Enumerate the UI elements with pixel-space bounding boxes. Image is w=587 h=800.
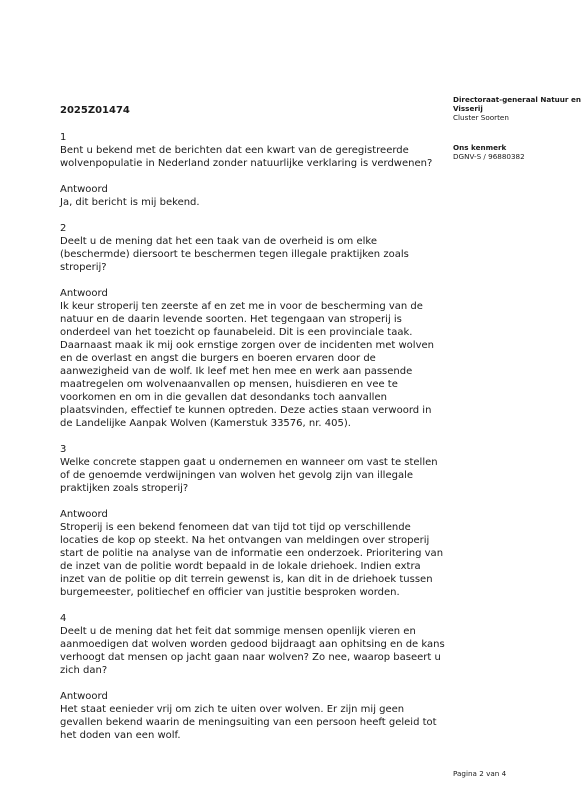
cluster-name: Cluster Soorten: [453, 113, 509, 122]
directorate-name: Directoraat-generaal Natuur en Visserij: [453, 95, 581, 113]
question-text: Welke concrete stappen gaat u ondernemen en wanneer om vast te stellen of de genoemde verdwijningen van wolven het gevolg zijn van illegale praktijken zoals stroperij?: [60, 457, 438, 494]
answer-text: Stroperij is een bekend fenomeen dat van tijd tot tijd op verschillende locaties de kop op steekt. Na het ontvangen van meldingen over stroperij start de politie na analyse van de informatie een onderzoek. Prioritering van de inzet van de politie wordt bepaald in de lokale driehoek. Indien extra inzet van de politie op dit terrein gewenst is, kan dit in de driehoek tussen burgemeester, politiechef en officier van justitie besproken worden.: [60, 522, 444, 598]
question-number: 1: [60, 132, 67, 143]
question-number: 2: [60, 223, 67, 234]
question-number: 4: [60, 613, 67, 624]
qa-item-3: [60, 443, 445, 599]
page-number: Pagina 2 van 4: [453, 769, 507, 778]
qa-item-1: [60, 131, 445, 209]
reference-value: DGNV-S / 96880382: [453, 152, 525, 161]
answer-label: Antwoord: [60, 691, 108, 702]
qa-item-2: [60, 222, 445, 430]
question-number: 3: [60, 444, 67, 455]
answer-label: Antwoord: [60, 509, 108, 520]
question-text: Bent u bekend met de berichten dat een kwart van de geregistreerde wolvenpopulatie in Nederland zonder natuurlijke verklaring is verdwenen?: [60, 145, 433, 169]
document-number: 2025Z01474: [60, 105, 130, 116]
question-text: Deelt u de mening dat het feit dat sommige mensen openlijk vieren en aanmoedigen dat wolven worden gedood bijdraagt aan ophitsing en de kans verhoogt dat mensen op jacht gaan naar wolven? Zo nee, waarop baseert u zich dan?: [60, 626, 445, 676]
answer-label: Antwoord: [60, 288, 108, 299]
reference-label: Ons kenmerk: [453, 143, 507, 152]
qa-item-4: [60, 612, 445, 742]
answer-text: Ik keur stroperij ten zeerste af en zet me in voor de bescherming van de natuur en de daarin levende soorten. Het tegengaan van stroperij is onderdeel van het toezicht op faunabeleid. Dit is een provinciale taak. Daarnaast maak ik mij ook ernstige zorgen over de incidenten met wolven en de overlast en angst die burgers en boeren ervaren door de aanwezigheid van de wolf. Ik leef met hen mee en werk aan passende maatregelen om wolvenaanvallen op mensen, huisdieren en vee te voorkomen en om in die gevallen dat desondanks toch aanvallen plaatsvinden, effectief te kunnen optreden. Deze acties staan verwoord in de Landelijke Aanpak Wolven (Kamerstuk 33576, nr. 405).: [60, 301, 434, 429]
answer-text: Ja, dit bericht is mij bekend.: [60, 197, 200, 208]
answer-text: Het staat eenieder vrij om zich te uiten over wolven. Er zijn mij geen gevallen bekend waarin de meningsuiting van een persoon heeft geleid tot het doden van een wolf.: [60, 704, 437, 741]
question-text: Deelt u de mening dat het een taak van de overheid is om elke (beschermde) diersoort te beschermen tegen illegale praktijken zoals stroperij?: [60, 236, 409, 273]
document-body: [60, 104, 445, 742]
sidebar: [453, 95, 581, 161]
answer-label: Antwoord: [60, 184, 108, 195]
